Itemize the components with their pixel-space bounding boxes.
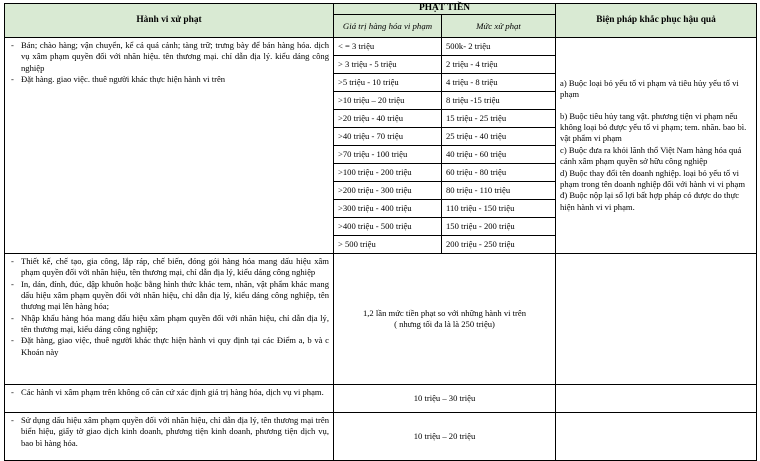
goods-value-cell: >20 triệu - 40 triệu bbox=[334, 110, 442, 128]
penalty-cell: 15 triệu - 25 triệu bbox=[442, 110, 556, 128]
measures-cell-1 bbox=[556, 38, 757, 254]
tier-rows bbox=[5, 38, 757, 254]
penalty-cell: 80 triệu - 110 triệu bbox=[442, 182, 556, 200]
act-item: - Thiết kế, chế tạo, gia công, lắp ráp, chế biến, đóng gói hàng hóa mang dấu hiệu xâm phạm quyền đối với nhãn hiệu, tên thương mại, chỉ dẫn địa lý, kiểu dáng công nghiệp bbox=[21, 256, 329, 279]
measure-item: b) Buộc tiêu hủy tang vật. phương tiện vi phạm nếu không loại bỏ được yếu tố vi phạm; tem. nhãn. bao bì. vật phẩm vi phạm bbox=[560, 110, 747, 144]
measure-item: đ) Buộc nộp lại số lợi bất hợp pháp có được do thực hiện hành vi vi phạm. bbox=[560, 190, 740, 212]
acts-list-3 bbox=[5, 385, 333, 400]
goods-value-cell: >40 triệu - 70 triệu bbox=[334, 128, 442, 146]
acts-cell-3 bbox=[5, 385, 334, 413]
penalty-table bbox=[4, 3, 757, 461]
goods-value-cell: > 3 triệu - 5 triệu bbox=[334, 56, 442, 74]
header-goods-value: Giá trị hàng hóa vi phạm bbox=[334, 15, 442, 38]
measure-item: a) Buộc loại bỏ yếu tố vi phạm và tiêu hủy yếu tố vi phạm bbox=[560, 78, 739, 100]
penalty-cell: 8 triệu -15 triệu bbox=[442, 92, 556, 110]
acts-cell-4 bbox=[5, 413, 334, 461]
act-item: - In, dán, đính, đúc, dập khuôn hoặc bằng hình thức khác tem, nhãn, vật phẩm khác mang dấu hiệu xâm phạm quyền đối với nhãn hiệu, chỉ dẫn địa lý, kiểu dáng công nghiệp, tên thương mại lên hàng hóa; bbox=[21, 279, 329, 313]
goods-value-cell: >5 triệu - 10 triệu bbox=[334, 74, 442, 92]
goods-value-cell: > 500 triệu bbox=[334, 236, 442, 254]
penalty-cell: 60 triệu - 80 triệu bbox=[442, 164, 556, 182]
penalty-cell: 2 triệu - 4 triệu bbox=[442, 56, 556, 74]
measure-item: c) Buộc đưa ra khỏi lãnh thổ Việt Nam hàng hóa quá cảnh xâm phạm quyền sở hữu công nghiệp bbox=[560, 144, 742, 167]
act-item: - Nhập khẩu hàng hóa mang dấu hiệu xâm phạm quyền đối với nhãn hiệu, chỉ dẫn địa lý, tên thương mại, kiểu dáng công nghiệp; bbox=[21, 313, 329, 336]
penalty-document bbox=[4, 3, 756, 461]
penalty-cell-3: 10 triệu – 30 triệu bbox=[334, 385, 556, 413]
penalty-cell: 4 triệu - 8 triệu bbox=[442, 74, 556, 92]
act-item: - Đặt hàng, giao việc, thuê người khác thực hiện hành vi quy định tại các Điểm a, b và c Khoản này bbox=[21, 335, 329, 358]
goods-value-cell: < = 3 triệu bbox=[334, 38, 442, 56]
measures-cell-3 bbox=[556, 385, 757, 413]
penalty-2-line2: ( nhưng tối đa là là 250 triệu) bbox=[394, 319, 495, 329]
goods-value-cell: >10 triệu – 20 triệu bbox=[334, 92, 442, 110]
header-penalty-level: Mức xử phạt bbox=[442, 15, 556, 38]
acts-list-1 bbox=[5, 38, 333, 87]
header-fine-group: PHẠT TIỀN bbox=[334, 4, 556, 15]
penalty-cell: 150 triệu - 200 triệu bbox=[442, 218, 556, 236]
acts-list-2 bbox=[5, 254, 333, 360]
goods-value-cell: >100 triệu - 200 triệu bbox=[334, 164, 442, 182]
acts-cell-1 bbox=[5, 38, 334, 254]
acts-cell-2 bbox=[5, 254, 334, 385]
penalty-cell-4: 10 triệu – 20 triệu bbox=[334, 413, 556, 461]
goods-value-cell: >200 triệu - 300 triệu bbox=[334, 182, 442, 200]
acts-list-4 bbox=[5, 413, 333, 451]
penalty-cell: 25 triệu - 40 triệu bbox=[442, 128, 556, 146]
tier-row bbox=[5, 38, 757, 56]
act-item: - Bán; chào hàng; vận chuyển, kể cả quá cảnh; tàng trữ; trưng bày để bán hàng hóa. dịch vụ xâm phạm quyền đối với nhãn hiệu. tên thương mại. chỉ dẫn địa lý. kiểu dáng công nghiệp bbox=[21, 40, 329, 74]
measure-item: d) Buộc thay đổi tên doanh nghiệp. loại bỏ yếu tố vi phạm trong tên doanh nghiệp đối với hành vi vi phạm bbox=[560, 167, 745, 189]
act-item: - Các hành vi xâm phạm trên không cố căn cứ xác định giá trị hàng hóa, dịch vụ vi phạm. bbox=[21, 387, 329, 398]
act-item: - Sử dụng dấu hiệu xâm phạm quyền đối với nhãn hiệu, chỉ dẫn địa lý, tên thương mại trên biển hiệu, giấy tờ giao dịch kinh doanh, phương tiện kinh doanh, phương tiện dịch vụ, bao bì hàng hóa. bbox=[21, 415, 329, 449]
penalty-cell: 200 triệu - 250 triệu bbox=[442, 236, 556, 254]
header-measures: Biện pháp khắc phục hậu quả bbox=[556, 4, 757, 38]
penalty-cell-2 bbox=[334, 254, 556, 385]
penalty-cell: 40 triệu - 60 triệu bbox=[442, 146, 556, 164]
penalty-cell: 110 triệu - 150 triệu bbox=[442, 200, 556, 218]
penalty-2-line1: 1,2 lần mức tiền phạt so với những hành vi trên bbox=[362, 307, 527, 318]
goods-value-cell: >300 triệu - 400 triệu bbox=[334, 200, 442, 218]
header-acts: Hành vi xử phạt bbox=[5, 4, 334, 38]
measures-cell-2 bbox=[556, 254, 757, 385]
act-item: - Đặt hàng. giao việc. thuê người khác thực hiện hành vi trên bbox=[21, 74, 329, 85]
goods-value-cell: >400 triệu - 500 triệu bbox=[334, 218, 442, 236]
penalty-cell: 500k- 2 triệu bbox=[442, 38, 556, 56]
goods-value-cell: >70 triệu - 100 triệu bbox=[334, 146, 442, 164]
measures-cell-4 bbox=[556, 413, 757, 461]
measure-gap bbox=[560, 101, 752, 111]
